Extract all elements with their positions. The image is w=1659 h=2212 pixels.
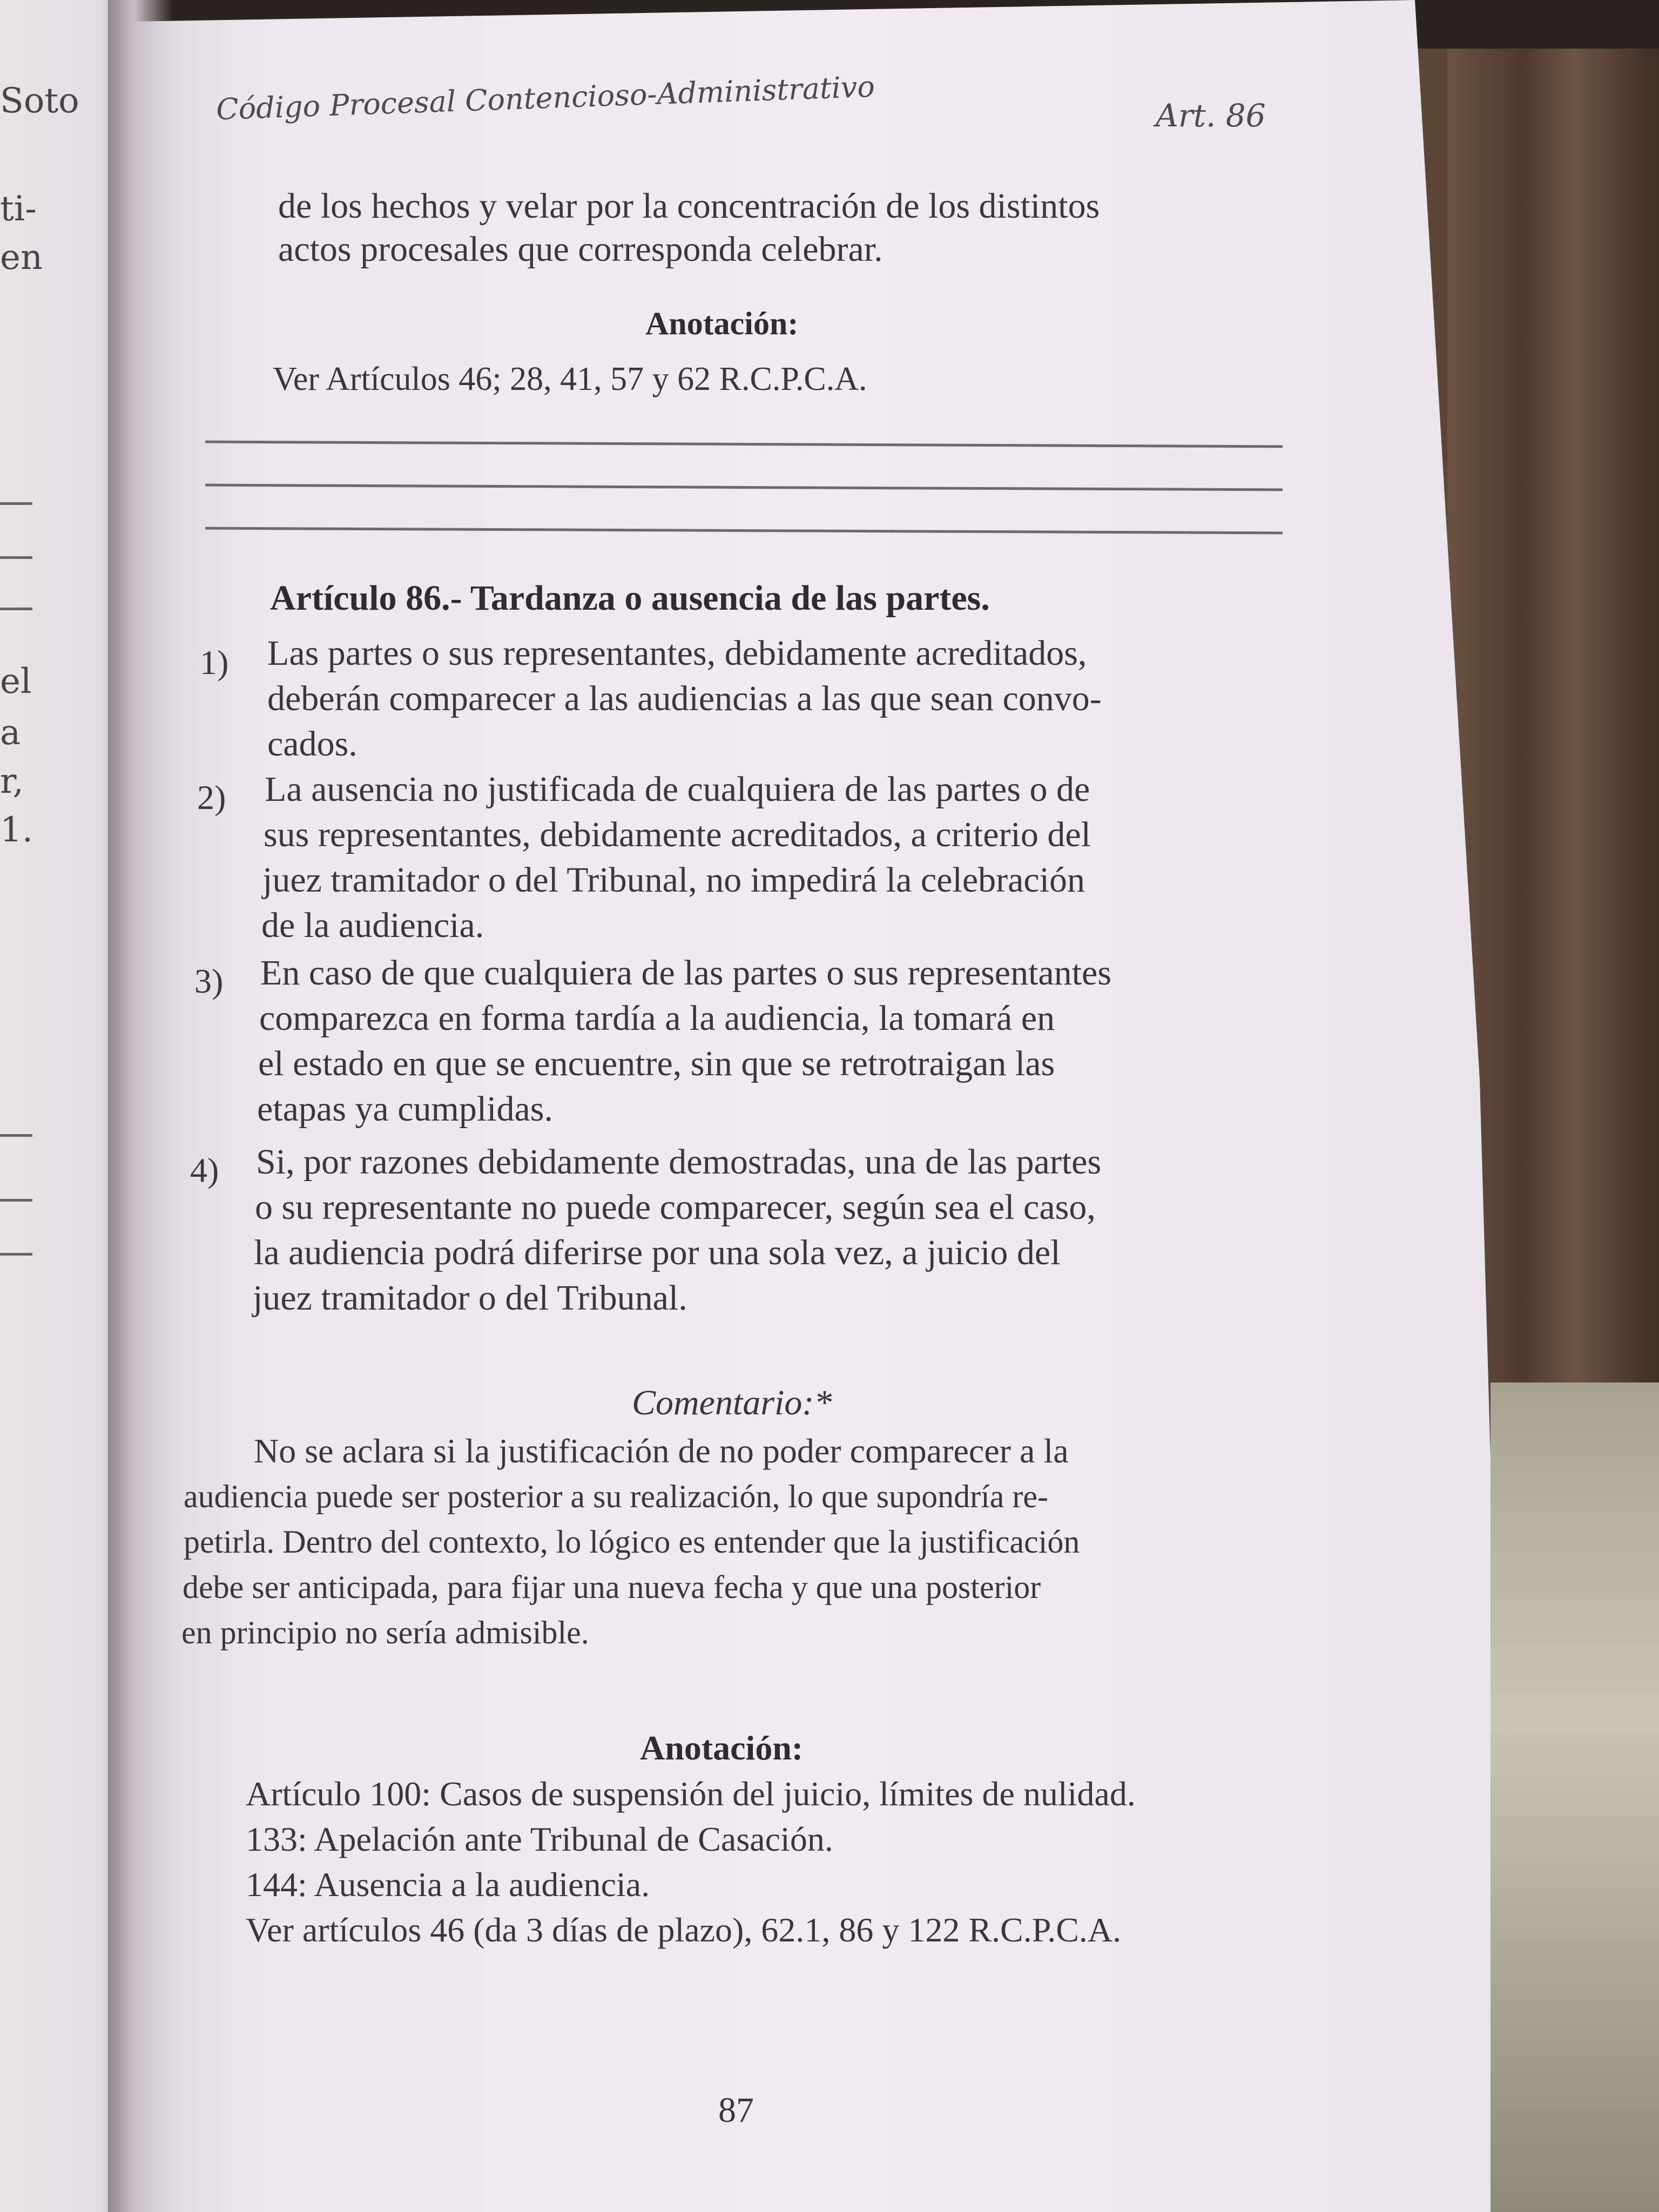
margin-fragment: el [0,662,32,702]
article-reference: Art. 86 [1156,97,1266,134]
margin-fragment: ti- [0,189,37,229]
margin-fragment: a [0,713,21,753]
item-line: En caso de que cualquiera de las partes o sus representantes [260,953,1112,993]
item-line: deberán comparecer a las audiencias a las que sean convo- [267,679,1102,718]
annotation-text: Ver Artículos 46; 28, 41, 57 y 62 R.C.P.C.A. [273,361,867,397]
intro-line: de los hechos y velar por la concentración de los distintos [278,186,1100,226]
item-line: el estado en que se encuentre, sin que se retrotraigan las [258,1044,1055,1083]
item-number: 1) [200,643,229,682]
item-number: 3) [194,962,224,1000]
item-line: etapas ya cumplidas. [257,1089,553,1129]
running-title: Código Procesal Contencioso-Administrativo [215,69,875,127]
comment-line: audiencia puede ser posterior a su realización, lo que supondría re- [184,1479,1049,1514]
margin-fragment: 1. [0,810,33,850]
comment-line: debe ser anticipada, para fijar una nueva fecha y que una posterior [183,1569,1041,1605]
annotation-line: Artículo 100: Casos de suspensión del juicio, límites de nulidad. [246,1775,1136,1813]
item-line: o su representante no puede comparecer, según sea el caso, [255,1188,1096,1227]
margin-rule [0,556,32,559]
background-object [1491,1382,1659,2212]
comment-line: petirla. Dentro del contexto, lo lógico es entender que la justificación [184,1524,1080,1560]
page-number: 87 [718,2090,754,2130]
item-line: La ausencia no justificada de cualquiera de las partes o de [265,770,1090,809]
annotation-line: 133: Apelación ante Tribunal de Casación. [246,1820,833,1858]
page-gutter [108,0,173,2212]
item-line: comparezca en forma tardía a la audiencia, la tomará en [259,999,1055,1038]
annotation-heading: Anotación: [645,306,799,341]
item-line: sus representantes, debidamente acreditados, a criterio del [264,815,1091,854]
margin-rule [0,608,32,610]
item-number: 2) [197,778,226,817]
margin-fragment: Soto [0,81,79,121]
margin-fragment: r, [0,761,24,801]
annotation-heading: Anotación: [640,1729,804,1767]
annotation-line: Ver artículos 46 (da 3 días de plazo), 62.1, 86 y 122 R.C.P.C.A. [246,1911,1122,1949]
item-line: juez tramitador o del Tribunal. [253,1278,687,1318]
margin-rule [0,1134,32,1137]
item-line: Las partes o sus representantes, debidamente acreditados, [267,633,1087,673]
item-line: juez tramitador o del Tribunal, no impedirá la celebración [262,860,1085,900]
margin-rule [0,1253,32,1256]
margin-fragment: en [0,238,43,278]
item-number: 4) [190,1151,219,1189]
comment-heading: Comentario:* [632,1383,832,1422]
intro-line: actos procesales que corresponda celebrar. [278,230,883,269]
item-line: la audiencia podrá diferirse por una sola vez, a juicio del [254,1233,1061,1272]
comment-line: No se aclara si la justificación de no poder comparecer a la [254,1432,1069,1470]
comment-line: en principio no sería admisible. [181,1615,589,1650]
item-line: cados. [267,724,358,764]
margin-rule [0,502,32,505]
article-title: Artículo 86.- Tardanza o ausencia de las partes. [270,578,990,618]
left-page [0,0,124,2212]
item-line: Si, por razones debidamente demostradas, una de las partes [256,1142,1102,1182]
item-line: de la audiencia. [261,906,484,945]
margin-rule [0,1199,32,1202]
annotation-line: 144: Ausencia a la audiencia. [246,1865,650,1904]
